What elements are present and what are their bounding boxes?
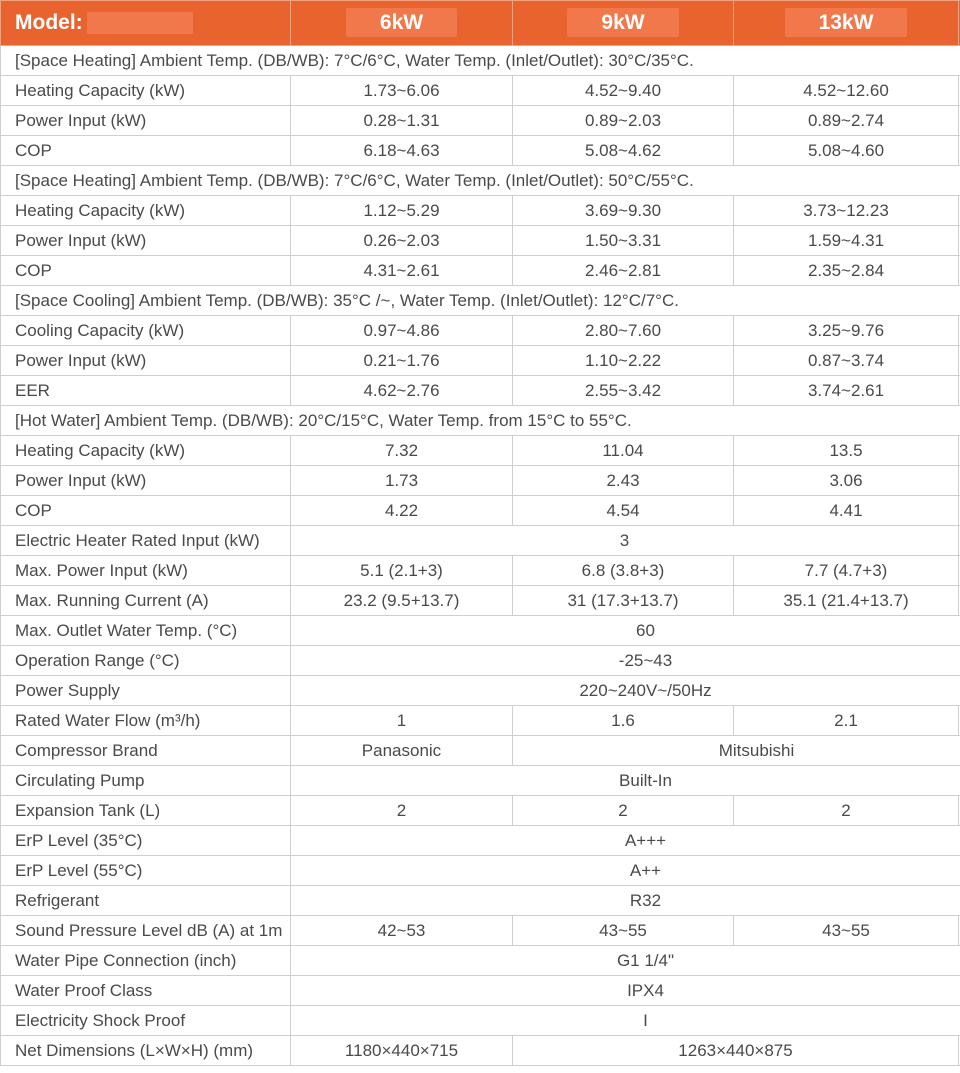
cell-13kw: 7.7 (4.7+3) [734,556,959,586]
model-13kw-header: 13kW [734,1,959,46]
cell-6kw: 7.32 [291,436,513,466]
cell-6kw: 1.73 [291,466,513,496]
row-label: Net Dimensions (L×W×H) (mm) [1,1036,291,1066]
row-label: Heating Capacity (kW) [1,76,291,106]
cell-9kw: 4.52~9.40 [513,76,734,106]
row-label: COP [1,136,291,166]
cell-13kw: 4.52~12.60 [734,76,959,106]
cell-6kw: 1180×440×715 [291,1036,513,1066]
cell-all-models: Built-In [291,766,960,796]
cell-9kw: 11.04 [513,436,734,466]
cell-13kw: 35.1 (21.4+13.7) [734,586,959,616]
row-label: COP [1,496,291,526]
cell-13kw: 3.25~9.76 [734,316,959,346]
row-label: Heating Capacity (kW) [1,196,291,226]
cell-13kw: 0.89~2.74 [734,106,959,136]
row-label: Sound Pressure Level dB (A) at 1m [1,916,291,946]
cell-all-models: A++ [291,856,960,886]
table-row [1,346,960,376]
cell-6kw: 0.97~4.86 [291,316,513,346]
cell-6kw: 0.21~1.76 [291,346,513,376]
cell-6kw: 23.2 (9.5+13.7) [291,586,513,616]
cell-6kw: Panasonic [291,736,513,766]
cell-6kw: 1 [291,706,513,736]
cell-all-models: I [291,1006,960,1036]
cell-9kw-13kw: Mitsubishi [513,736,960,766]
cell-13kw: 3.73~12.23 [734,196,959,226]
cell-13kw: 1.59~4.31 [734,226,959,256]
cell-9kw: 3.69~9.30 [513,196,734,226]
row-label: Circulating Pump [1,766,291,796]
cell-9kw: 2 [513,796,734,826]
row-label: Refrigerant [1,886,291,916]
cell-9kw: 1.10~2.22 [513,346,734,376]
redaction-bar [87,12,193,34]
row-label: Electric Heater Rated Input (kW) [1,526,291,556]
cell-13kw: 43~55 [734,916,959,946]
cell-13kw: 2.35~2.84 [734,256,959,286]
section-title: [Space Cooling] Ambient Temp. (DB/WB): 35°C /~, Water Temp. (Inlet/Outlet): 12°C/7°C. [1,286,960,316]
row-label: Operation Range (°C) [1,646,291,676]
cell-6kw: 0.28~1.31 [291,106,513,136]
row-label: Water Pipe Connection (inch) [1,946,291,976]
cell-all-models: 60 [291,616,960,646]
table-row [1,796,960,826]
row-label: Compressor Brand [1,736,291,766]
table-row [1,586,960,616]
cell-6kw: 1.12~5.29 [291,196,513,226]
table-row [1,616,960,646]
row-label: Power Supply [1,676,291,706]
section-row [1,406,960,436]
table-row [1,466,960,496]
table-row [1,106,960,136]
table-row [1,1036,960,1066]
cell-9kw-13kw: 1263×440×875 [513,1036,959,1066]
table-row [1,646,960,676]
cell-9kw: 5.08~4.62 [513,136,734,166]
row-label: COP [1,256,291,286]
model-9kw-header: 9kW [513,1,734,46]
table-row [1,766,960,796]
table-row [1,976,960,1006]
table-row [1,886,960,916]
section-row [1,46,960,76]
table-row [1,376,960,406]
cell-6kw: 4.22 [291,496,513,526]
row-label: EER [1,376,291,406]
table-row [1,856,960,886]
table-row [1,736,960,766]
cell-9kw: 1.6 [513,706,734,736]
cell-9kw: 4.54 [513,496,734,526]
cell-all-models: R32 [291,886,960,916]
row-label: Max. Power Input (kW) [1,556,291,586]
cell-6kw: 2 [291,796,513,826]
cell-9kw: 2.46~2.81 [513,256,734,286]
section-title: [Hot Water] Ambient Temp. (DB/WB): 20°C/15°C, Water Temp. from 15°C to 55°C. [1,406,960,436]
table-row [1,946,960,976]
cell-9kw: 6.8 (3.8+3) [513,556,734,586]
cell-13kw: 3.74~2.61 [734,376,959,406]
table-row [1,226,960,256]
row-label: Cooling Capacity (kW) [1,316,291,346]
cell-13kw: 0.87~3.74 [734,346,959,376]
row-label: Power Input (kW) [1,346,291,376]
row-label: Heating Capacity (kW) [1,436,291,466]
table-row [1,436,960,466]
row-label: Power Input (kW) [1,466,291,496]
cell-9kw: 31 (17.3+13.7) [513,586,734,616]
header-row [1,1,960,46]
cell-all-models: 220~240V~/50Hz [291,676,960,706]
table-row [1,556,960,586]
table-row [1,316,960,346]
table-row [1,526,960,556]
cell-6kw: 4.62~2.76 [291,376,513,406]
cell-all-models: IPX4 [291,976,960,1006]
cell-6kw: 5.1 (2.1+3) [291,556,513,586]
row-label: ErP Level (55°C) [1,856,291,886]
table-row [1,496,960,526]
row-label: Power Input (kW) [1,106,291,136]
section-row [1,166,960,196]
cell-9kw: 0.89~2.03 [513,106,734,136]
cell-13kw: 3.06 [734,466,959,496]
table-row [1,76,960,106]
table-row [1,676,960,706]
table-row [1,136,960,166]
table-row [1,706,960,736]
cell-9kw: 2.55~3.42 [513,376,734,406]
section-row [1,286,960,316]
cell-13kw: 5.08~4.60 [734,136,959,166]
cell-13kw: 2.1 [734,706,959,736]
table-row [1,916,960,946]
row-label: Max. Running Current (A) [1,586,291,616]
row-label: Water Proof Class [1,976,291,1006]
table-row [1,826,960,856]
row-label: Power Input (kW) [1,226,291,256]
cell-6kw: 1.73~6.06 [291,76,513,106]
cell-all-models: -25~43 [291,646,960,676]
cell-6kw: 42~53 [291,916,513,946]
cell-9kw: 1.50~3.31 [513,226,734,256]
cell-all-models: G1 1/4" [291,946,960,976]
row-label: ErP Level (35°C) [1,826,291,856]
cell-6kw: 0.26~2.03 [291,226,513,256]
table-row [1,256,960,286]
model-6kw-header: 6kW [291,1,513,46]
row-label: Max. Outlet Water Temp. (°C) [1,616,291,646]
row-label: Expansion Tank (L) [1,796,291,826]
table-row [1,196,960,226]
cell-6kw: 4.31~2.61 [291,256,513,286]
row-label: Rated Water Flow (m³/h) [1,706,291,736]
row-label: Electricity Shock Proof [1,1006,291,1036]
cell-13kw: 13.5 [734,436,959,466]
cell-9kw: 2.80~7.60 [513,316,734,346]
cell-all-models: 3 [291,526,959,556]
cell-all-models: A+++ [291,826,960,856]
model-header: Model: [1,1,291,46]
cell-6kw: 6.18~4.63 [291,136,513,166]
table-row [1,1006,960,1036]
section-title: [Space Heating] Ambient Temp. (DB/WB): 7°C/6°C, Water Temp. (Inlet/Outlet): 50°C/55°C. [1,166,960,196]
section-title: [Space Heating] Ambient Temp. (DB/WB): 7°C/6°C, Water Temp. (Inlet/Outlet): 30°C/35°C. [1,46,960,76]
cell-13kw: 2 [734,796,959,826]
cell-9kw: 2.43 [513,466,734,496]
cell-13kw: 4.41 [734,496,959,526]
cell-9kw: 43~55 [513,916,734,946]
